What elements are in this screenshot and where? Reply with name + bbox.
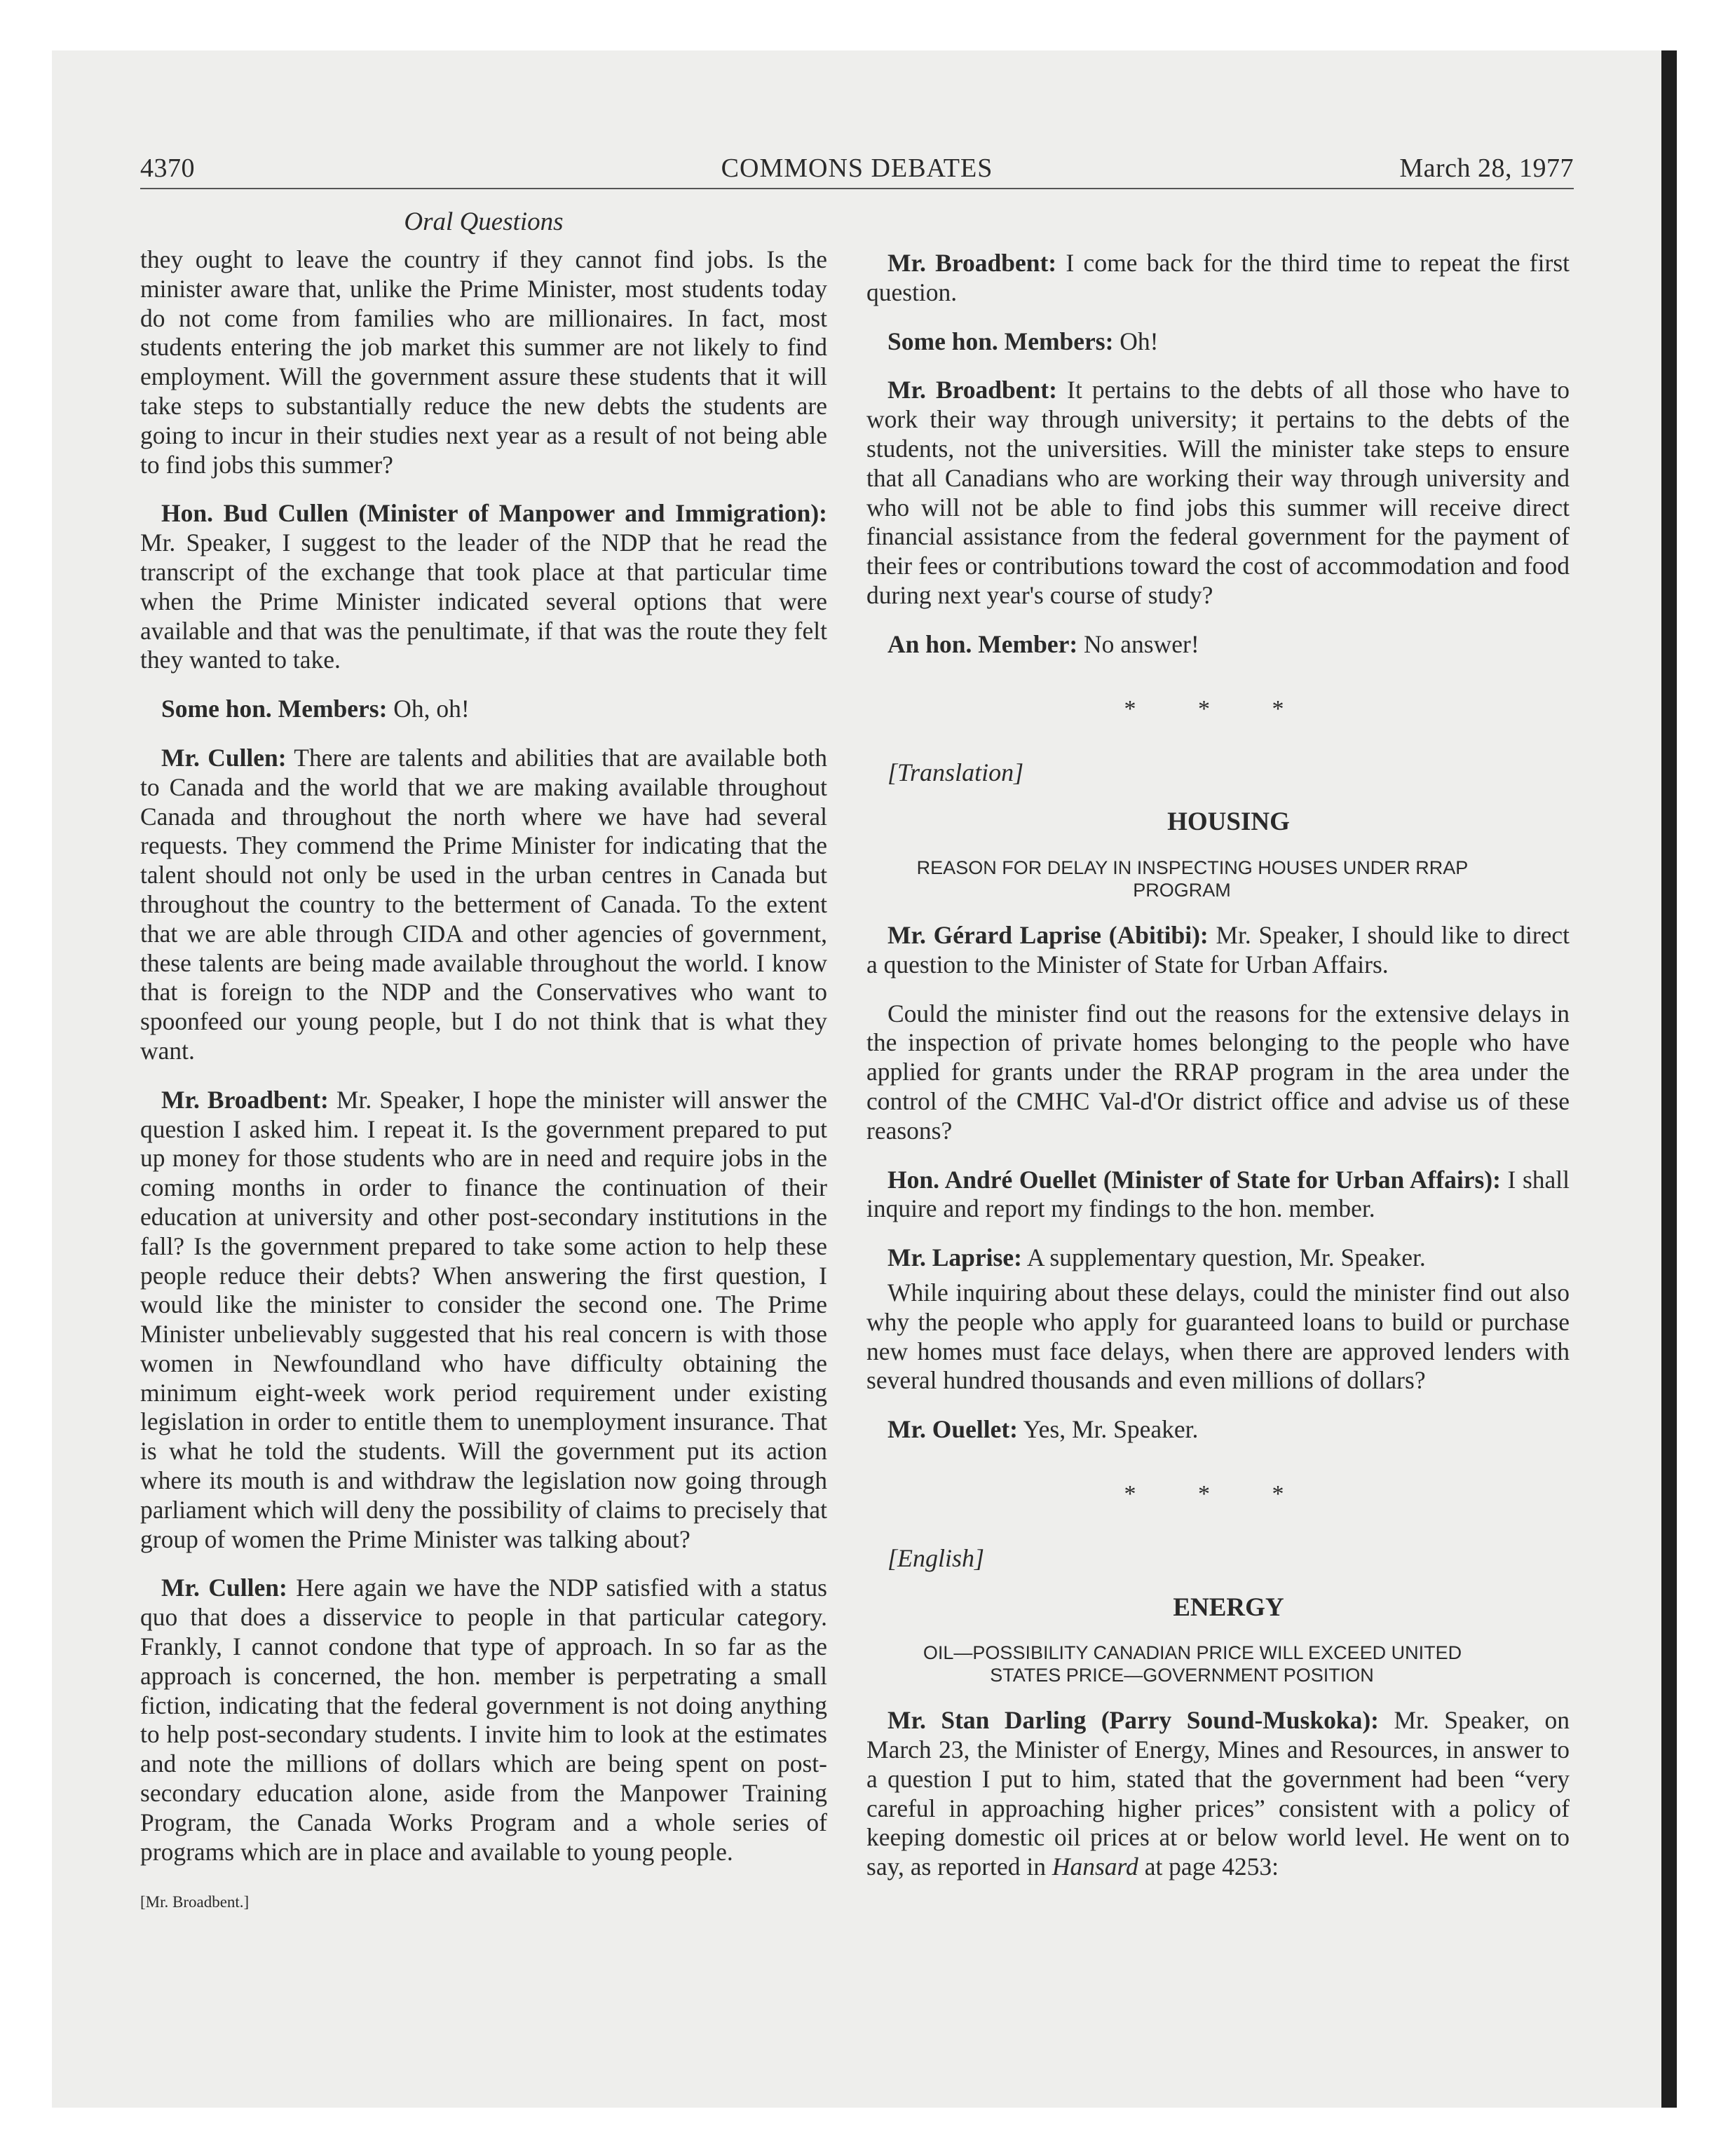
speech-text: There are talents and abilities that are available both to Canada and the world that we are making available throughout Canada and throughout the north where we have had several requests. They commend the Prime Minister for indicating that the talent should not only be used in the urban centres in Canada but throughout the country to the betterment of Canada. To the extent that we are able through CIDA and other agencies of government, these talents are being made available throughout the world. I know that is foreign to the NDP and the Conservatives who want to spoonfeed our young people, but I do not think that is what they want. xyxy=(140,743,828,1065)
paragraph xyxy=(866,249,1570,308)
speech-text: It pertains to the debts of all those who have to work their way through university; it pertains to the debts of the students, not the universities. Will the minister take steps to ensure that all Canadians who are working their way through university and who will not be able to find jobs this summer will receive direct financial assistance from the federal government for the payment of their fees or contributions toward the cost of accommodation and food during next year's course of study? xyxy=(866,376,1570,609)
paragraph xyxy=(866,1415,1570,1445)
page-number: 4370 xyxy=(140,153,195,183)
language-tag: [English] xyxy=(887,1543,985,1572)
paragraph xyxy=(140,1574,827,1867)
paragraph: Could the minister find out the reasons for the extensive delays in the inspection of private homes belonging to the people who have applied for grants under the RRAP program in the area under the control of the CMHC Val-d'Or district office and advise us of these reasons? xyxy=(866,999,1570,1145)
paragraph xyxy=(866,1706,1570,1882)
section-subheading: OIL—POSSIBILITY CANADIAN PRICE WILL EXCEED UNITED STATES PRICE—GOVERNMENT POSITION xyxy=(923,1642,1462,1686)
scan-edge-shadow xyxy=(1661,50,1677,2108)
paragraph xyxy=(140,695,827,724)
paragraph xyxy=(866,1166,1570,1224)
speaker-name: Mr. Cullen: xyxy=(161,743,287,772)
speaker-name: An hon. Member: xyxy=(887,629,1078,658)
paragraph xyxy=(140,1086,827,1555)
paragraph xyxy=(866,1243,1570,1273)
speaker-name: Mr. Ouellet: xyxy=(887,1415,1018,1444)
paragraph xyxy=(866,327,1570,357)
speech-text: Yes, Mr. Speaker. xyxy=(1018,1415,1199,1444)
paragraph xyxy=(866,376,1570,610)
paragraph xyxy=(866,921,1570,980)
paragraph xyxy=(140,499,827,675)
section-label: Oral Questions xyxy=(404,207,564,236)
speaker-name: Some hon. Members: xyxy=(161,695,388,723)
speaker-name: Hon. André Ouellet (Minister of State for Urban Affairs): xyxy=(887,1165,1501,1194)
page-header xyxy=(140,153,1574,189)
speech-text: Mr. Speaker, I should like to direct a question to the Minister of State for Urban Affairs. xyxy=(866,920,1570,978)
publication-date: March 28, 1977 xyxy=(1399,153,1574,183)
speaker-name: Mr. Broadbent: xyxy=(887,376,1057,404)
speech-text: A supplementary question, Mr. Speaker. xyxy=(1021,1243,1426,1272)
paragraph xyxy=(140,744,827,1066)
speaker-name: Mr. Broadbent: xyxy=(161,1085,329,1114)
paragraph xyxy=(866,630,1570,660)
section-separator: * * * xyxy=(1124,695,1312,722)
section-separator: * * * xyxy=(1124,1480,1312,1507)
speech-text: Mr. Speaker, I suggest to the leader of the NDP that he read the transcript of the exchange that took place at that particular time when the Prime Minister indicated several options that were available and that was the penultimate, if that was the route they felt they wanted to take. xyxy=(140,528,827,674)
speech-text: at page 4253: xyxy=(1138,1853,1279,1881)
speech-text: Mr. Speaker, on March 23, the Minister of Energy, Mines and Resources, in answer to a question I put to him, stated that the government had been “very careful in approaching higher prices” consistent with a policy of keeping domestic oil prices at or below world level. He went on to say, as reported in xyxy=(866,1706,1570,1881)
paragraph: While inquiring about these delays, could the minister find out also why the people who apply for guaranteed loans to build or purchase new homes must face delays, when there are approved lenders with several hundred thousands and even millions of dollars? xyxy=(866,1278,1570,1395)
speaker-name: Some hon. Members: xyxy=(887,327,1114,355)
speech-text: No answer! xyxy=(1077,629,1199,658)
speaker-name: Mr. Cullen: xyxy=(161,1574,287,1602)
speaker-name: Mr. Gérard Laprise (Abitibi): xyxy=(887,920,1209,949)
speech-text: Oh! xyxy=(1113,327,1159,355)
section-heading: HOUSING xyxy=(1167,807,1290,837)
speaker-name: Mr. Stan Darling (Parry Sound-Muskoka): xyxy=(887,1706,1379,1735)
footnote: [Mr. Broadbent.] xyxy=(140,1893,250,1911)
language-tag: [Translation] xyxy=(887,758,1024,787)
speaker-name: Hon. Bud Cullen (Minister of Manpower and Immigration): xyxy=(161,499,827,528)
section-heading: ENERGY xyxy=(1173,1592,1284,1622)
italic-reference: Hansard xyxy=(1052,1853,1138,1881)
right-column xyxy=(866,249,1570,1902)
speaker-name: Mr. Laprise: xyxy=(887,1243,1022,1272)
speech-text: Oh, oh! xyxy=(387,695,470,723)
left-column xyxy=(140,245,827,1917)
speech-text: Here again we have the NDP satisfied with a status quo that does a disservice to people in that particular category. Frankly, I cannot condone that type of approach. In so far as the approach is concerned, the hon. member is perpetrating a small fiction, indicating that the federal government is not doing anything to help post-secondary students. I invite him to look at the estimates and note the millions of dollars which are being spent on post-secondary education alone, aside from the Manpower Training Program, the Canada Works Program and a whole series of programs which are in place and available to young people. xyxy=(140,1574,827,1866)
publication-title: COMMONS DEBATES xyxy=(721,153,993,183)
speech-text: Mr. Speaker, I hope the minister will answer the question I asked him. I repeat it. Is the government prepared to put up money for those students who are in need and require jobs in the coming months in order to finance the continuation of their education at university and other post-secondary institutions in the fall? Is the government prepared to take some action to help these people reduce their debts? When answering the first question, I would like the minister to consider the second one. The Prime Minister unbelievably suggested that his real concern is with those women in Newfoundland who have difficulty obtaining the minimum eight-week work period requirement under existing legislation in order to entitle them to unemployment insurance. That is what he told the students. Will the government put its action where its mouth is and withdraw the legislation now going through parliament which will deny the possibility of claims to precisely that group of women the Prime Minister was talking about? xyxy=(140,1085,827,1553)
speech-text: I shall inquire and report my findings to the hon. member. xyxy=(866,1165,1570,1223)
speech-text: I come back for the third time to repeat the first question. xyxy=(866,249,1570,306)
speaker-name: Mr. Broadbent: xyxy=(887,249,1057,277)
paragraph: they ought to leave the country if they cannot find jobs. Is the minister aware that, unlike the Prime Minister, most students today do not come from families who are millionaires. In fact, most students entering the job market this summer are not likely to find employment. Will the government assure these students that it will take steps to substantially reduce the new debts the students are going to incur in their studies next year as a result of not being able to find jobs this summer? xyxy=(140,245,827,479)
section-subheading: REASON FOR DELAY IN INSPECTING HOUSES UNDER RRAP PROGRAM xyxy=(916,857,1469,901)
